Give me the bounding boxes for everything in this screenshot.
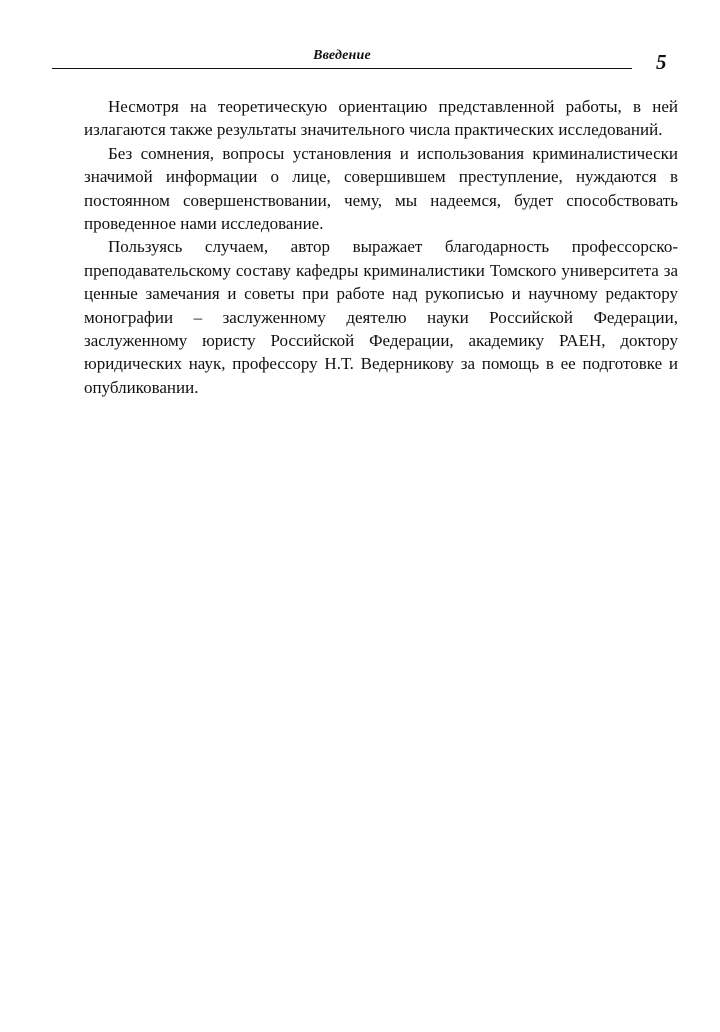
paragraph: Пользуясь случаем, автор выражает благодарность профессорско-преподавательскому составу кафедры криминалистики Томского университета за ценные замечания и советы при работе над рукописью и научному редактору монографии – заслуженному деятелю науки Российской Федерации, заслуженному юристу Российской Федерации, академику РАЕН, доктору юридических наук, профессору Н.Т. Ведерникову за помощь в ее подготовке и опубликовании. — [84, 237, 678, 397]
running-head — [52, 44, 632, 70]
body-text — [84, 95, 678, 399]
paragraph: Несмотря на теоретическую ориентацию представленной работы, в ней излагаются также результаты значительного числа практических исследований. — [84, 97, 678, 140]
paragraph: Без сомнения, вопросы установления и использования криминалистически значимой информации о лице, совершившем преступление, нуждаются в постоянном совершенствовании, чему, мы надеемся, будет способствовать проведенное нами исследование. — [84, 143, 678, 234]
page-number: 5 — [656, 50, 667, 74]
header-rule — [52, 68, 632, 69]
running-title: Введение — [313, 48, 371, 63]
